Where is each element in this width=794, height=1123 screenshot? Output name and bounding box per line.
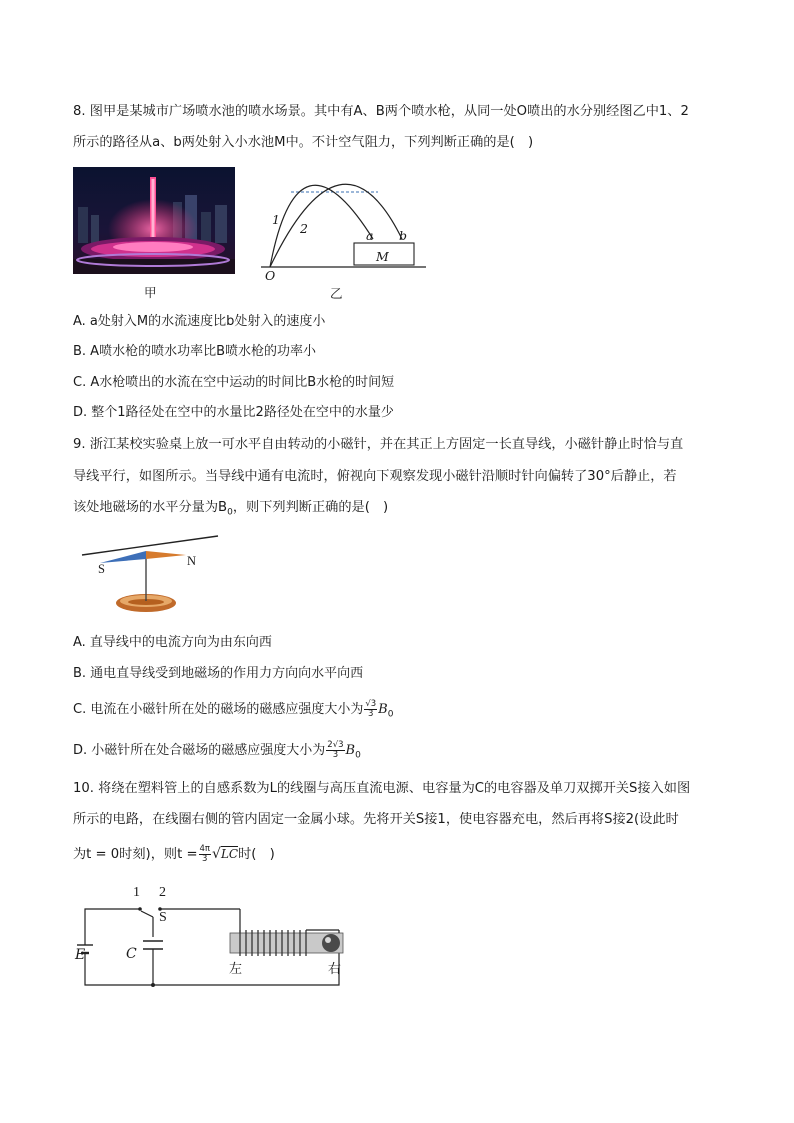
- q8-option-d: D. 整个1路径处在空中的水量比2路径处在空中的水量少: [73, 405, 394, 420]
- caption-yi: 乙: [330, 286, 343, 301]
- path-2-label: 2: [300, 221, 308, 236]
- caption-jia: 甲: [144, 285, 157, 300]
- q10-stem-line1: 10. 将绕在塑料管上的自感系数为L的线圈与高压直流电源、电容量为C的电容器及单刀双掷开关S接入如图: [73, 781, 691, 796]
- q8-option-c: C. A水枪喷出的水流在空中运动的时间比B水枪的时间短: [73, 375, 395, 390]
- switch-terminal-2: 2: [159, 885, 166, 900]
- right-label: 右: [328, 962, 342, 977]
- north-pole-label: N: [187, 554, 197, 568]
- point-b-label: b: [399, 228, 408, 243]
- switch-terminal-1: 1: [133, 885, 140, 900]
- q9-stem-line3: 该处地磁场的水平分量为$B_0$，则下列判断正确的是( ): [73, 500, 389, 518]
- q10-stem-line3: 为t = 0时刻)，则t = $\frac{4\pi}{3}$ √LC时( ): [73, 843, 275, 864]
- left-label: 左: [229, 962, 243, 977]
- q9-option-a: A. 直导线中的电流方向为由东向西: [73, 635, 272, 650]
- south-pole-label: S: [98, 562, 105, 576]
- q9-option-d: D. 小磁针所在处合磁场的磁感应强度大小为 $\frac{2√3}{3}$ $B_0$: [73, 740, 361, 761]
- q10-stem-line2: 所示的电路，在线圈右侧的管内固定一金属小球。先将开关S接1，使电容器充电，然后再将S接2(设此时: [73, 812, 679, 827]
- compass-diagram: [80, 533, 220, 617]
- origin-O-label: O: [265, 268, 276, 283]
- capacitor-C-label: C: [126, 946, 137, 962]
- q8-option-a: A. a处射入M的水流速度比b处射入的速度小: [73, 314, 326, 329]
- point-a-label: a: [366, 228, 374, 243]
- q9-stem-line2: 导线平行，如图所示。当导线中通有电流时，俯视向下观察发现小磁针沿顺时针向偏转了30°后静止，若: [73, 469, 677, 484]
- q8-stem-line1: 8. 图甲是某城市广场喷水池的喷水场景。其中有A、B两个喷水枪，从同一处O喷出的水分别经图乙中1、2: [73, 104, 689, 119]
- switch-S-label: S: [159, 910, 167, 925]
- q9-stem-line1: 9. 浙江某校实验桌上放一可水平自由转动的小磁针，并在其正上方固定一长直导线，小磁针静止时恰与直: [73, 437, 684, 452]
- q8-option-b: B. A喷水枪的喷水功率比B喷水枪的功率小: [73, 344, 316, 359]
- q9-option-b: B. 通电直导线受到地磁场的作用力方向向水平向西: [73, 666, 364, 681]
- fountain-photo: [73, 167, 235, 274]
- trajectory-diagram: [256, 183, 431, 285]
- path-1-label: 1: [272, 212, 280, 227]
- battery-E-label: E: [75, 947, 86, 963]
- circuit-diagram: [73, 883, 358, 991]
- q8-stem-line2: 所示的路径从a、b两处射入小水池M中。不计空气阻力，下列判断正确的是( ): [73, 135, 534, 150]
- pool-M-label: M: [376, 249, 389, 264]
- q9-option-c: C. 电流在小磁针所在处的磁场的磁感应强度大小为 $\frac{√3}{3}$ $B_0$: [73, 699, 394, 720]
